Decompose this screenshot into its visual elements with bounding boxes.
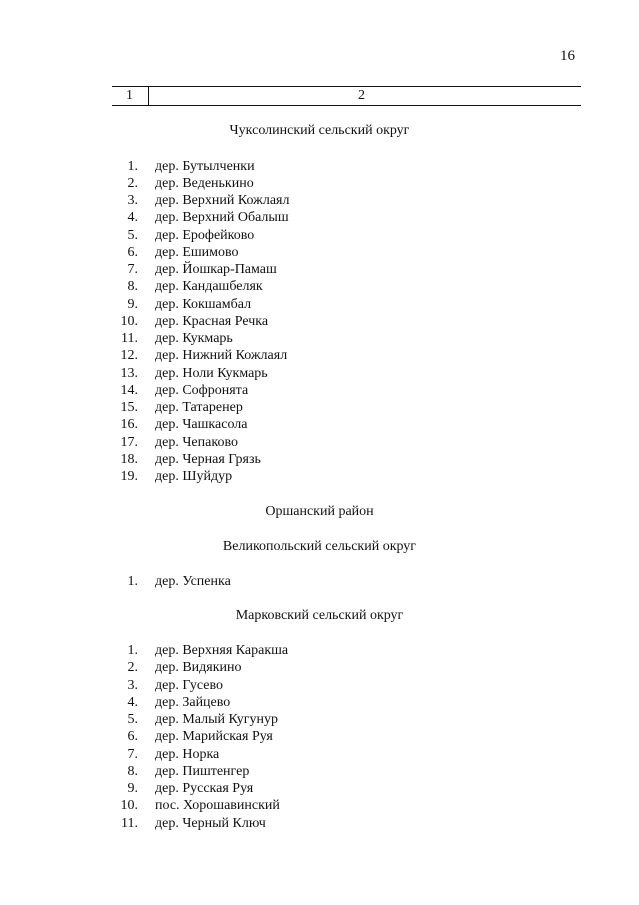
item-number: 5. (127, 712, 138, 727)
item-number: 7. (127, 747, 138, 762)
item-name: дер. Йошкар-Памаш (155, 262, 277, 277)
header-col-1: 1 (126, 88, 133, 103)
item-name: дер. Успенка (155, 574, 231, 589)
item-name: пос. Хорошавинский (155, 798, 280, 813)
item-number: 10. (120, 798, 138, 813)
item-number: 18. (120, 452, 138, 467)
item-number: 12. (120, 348, 138, 363)
item-number: 19. (120, 469, 138, 484)
item-number: 8. (127, 279, 138, 294)
item-number: 3. (127, 678, 138, 693)
item-number: 13. (120, 366, 138, 381)
item-name: дер. Марийская Руя (155, 729, 273, 744)
item-number: 4. (127, 695, 138, 710)
item-number: 1. (127, 574, 138, 589)
item-number: 14. (120, 383, 138, 398)
item-name: дер. Русская Руя (155, 781, 254, 796)
item-name: дер. Нижний Кожлаял (155, 348, 288, 363)
item-name: дер. Кандашбеляк (155, 279, 263, 294)
item-name: дер. Кукмарь (155, 331, 233, 346)
section-title-velikopolsky: Великопольский сельский округ (222, 539, 417, 554)
item-number: 1. (127, 159, 138, 174)
item-name: дер. Чашкасола (155, 417, 248, 432)
item-name: дер. Верхний Кожлаял (155, 193, 290, 208)
item-number: 11. (121, 331, 138, 346)
section-title-chuksolinsky: Чуксолинский сельский округ (229, 123, 410, 138)
item-name: дер. Татаренер (155, 400, 243, 415)
item-number: 9. (127, 297, 138, 312)
item-number: 9. (127, 781, 138, 796)
item-number: 3. (127, 193, 138, 208)
item-name: дер. Софронята (155, 383, 249, 398)
item-name: дер. Видякино (155, 660, 242, 675)
item-number: 5. (127, 228, 138, 243)
header-bottom-rule (112, 105, 581, 106)
item-name: дер. Черный Ключ (155, 816, 266, 831)
item-number: 2. (127, 660, 138, 675)
item-number: 11. (121, 816, 138, 831)
item-name: дер. Верхняя Каракша (155, 643, 289, 658)
header-column-divider (148, 86, 149, 106)
header-top-rule (112, 86, 581, 87)
item-name: дер. Кокшамбал (155, 297, 252, 312)
item-name: дер. Ноли Кукмарь (155, 366, 268, 381)
section-title-markovsky: Марковский сельский округ (235, 608, 404, 623)
item-name: дер. Красная Речка (155, 314, 269, 329)
item-number: 6. (127, 245, 138, 260)
item-number: 16. (120, 417, 138, 432)
item-number: 7. (127, 262, 138, 277)
item-number: 1. (127, 643, 138, 658)
item-name: дер. Зайцево (155, 695, 231, 710)
item-name: дер. Ерофейково (155, 228, 255, 243)
district-title-orshansky: Оршанский район (265, 504, 374, 519)
header-table (112, 86, 581, 107)
item-name: дер. Малый Кугунур (155, 712, 279, 727)
item-number: 10. (120, 314, 138, 329)
header-col-2: 2 (358, 88, 365, 103)
item-name: дер. Чепаково (155, 435, 238, 450)
item-name: дер. Норка (155, 747, 220, 762)
item-name: дер. Шуйдур (155, 469, 233, 484)
item-number: 8. (127, 764, 138, 779)
item-number: 4. (127, 210, 138, 225)
item-name: дер. Ешимово (155, 245, 239, 260)
page-number: 16 (560, 48, 575, 64)
item-name: дер. Пиштенгер (155, 764, 250, 779)
item-number: 6. (127, 729, 138, 744)
item-name: дер. Бутылченки (155, 159, 255, 174)
item-number: 15. (120, 400, 138, 415)
item-name: дер. Черная Грязь (155, 452, 261, 467)
item-number: 2. (127, 176, 138, 191)
item-name: дер. Веденькино (155, 176, 254, 191)
item-name: дер. Гусево (155, 678, 224, 693)
item-number: 17. (120, 435, 138, 450)
item-name: дер. Верхний Обалыш (155, 210, 289, 225)
